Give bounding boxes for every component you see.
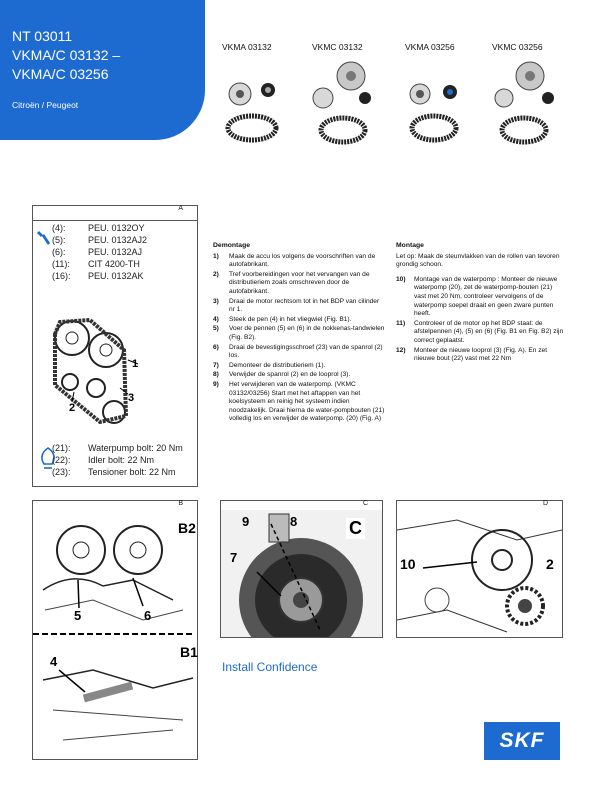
step-item [396, 320, 566, 346]
panel-b-label: B [178, 500, 183, 507]
tool-row [52, 246, 147, 258]
doc-line-2: VKMA/C 03132 – [12, 47, 121, 63]
tool-code: PEU. 0132OY [88, 223, 145, 233]
callout-b2: B2 [178, 520, 196, 536]
step-text: Demonteer de distributieriem (1). [229, 361, 326, 369]
step-number: 5) [213, 325, 219, 333]
step-number: 10) [396, 275, 406, 283]
tool-code: CIT 4200-TH [88, 259, 140, 269]
step-text: Steek de pen (4) in het vliegwiel (Fig. B1). [229, 315, 352, 323]
callout-2: 2 [69, 402, 76, 414]
step-text: Het verwijderen van de waterpomp. (VKMC 03132/03256) Start met het aftappen van het koelsysteem en reinig het systeem indien noodzakelijk. Draai hierna de water-pompbouten (21) volledig los en verwijder de waterpomp. (20) (Fig. A) [229, 380, 385, 423]
step-item [213, 325, 385, 342]
step-text: Monteer de nieuwe looprol (3) (Fig. A). En zet nieuwe bout (22) vast met 22 Nm [414, 346, 548, 363]
step-item [213, 381, 385, 424]
tool-row [52, 222, 147, 234]
montage-note: Let op: Maak de steunvlakken van de rollen van tevoren grondig schoon. [396, 252, 560, 269]
callout-4: 4 [50, 654, 58, 669]
install-confidence-tagline: Install Confidence [222, 660, 318, 674]
callout-2-d: 2 [546, 556, 554, 572]
callout-5: 5 [74, 608, 82, 623]
torque-number: (21): [52, 443, 71, 453]
torque-number: (22): [52, 455, 71, 465]
step-item [213, 298, 385, 315]
document-title [12, 28, 120, 85]
kit-image-3 [400, 56, 488, 151]
callout-1: 1 [132, 358, 139, 370]
torque-text: Tensioner bolt: 22 Nm [88, 467, 176, 477]
step-text: Draai de bevestigingsschroef (23) van de spanrol (2) los. [229, 343, 383, 360]
panel-d-label: D [542, 500, 548, 507]
step-item [213, 316, 385, 325]
step-text: Draai de motor rechtsom tot in het BDP van cilinder nr 1. [229, 297, 380, 314]
demontage-section [213, 242, 385, 425]
step-number: 1) [213, 252, 219, 260]
callout-b1: B1 [180, 644, 198, 660]
panel-c-label: C [362, 500, 368, 507]
callout-10: 10 [400, 556, 416, 572]
tool-row [52, 234, 147, 246]
tool-number: (16): [52, 271, 71, 281]
tool-row [52, 258, 147, 270]
skf-logo: SKF [484, 722, 560, 760]
tool-row [52, 270, 147, 282]
step-number: 4) [213, 315, 219, 323]
step-item [213, 362, 385, 371]
step-number: 12) [396, 346, 406, 354]
step-text: Verwijder de spanrol (2) en de looprol (3). [229, 371, 351, 379]
step-item [213, 344, 385, 361]
tool-code: PEU. 0132AJ2 [88, 235, 148, 245]
torque-row [52, 454, 183, 466]
step-item [396, 276, 566, 319]
torque-list [52, 442, 183, 478]
step-number: 3) [213, 297, 219, 305]
torque-row [52, 442, 183, 454]
step-text: Montage van de waterpomp : Monteer de nieuwe waterpomp (20), zet de waterpomp-bouten (21) vast met 20 Nm, controleer vervolgens of de waterpomp soepel draait en geen zware punten heeft. [414, 275, 558, 318]
montage-title: Montage [396, 242, 424, 249]
step-number: 2) [213, 270, 219, 278]
callout-8: 8 [290, 514, 298, 529]
step-text: Voer de pennen (5) en (6) in de nokkenas-tandwielen (Fig. B2). [229, 325, 385, 341]
kit-image-1 [218, 56, 306, 151]
torque-number: (23): [52, 467, 71, 477]
tool-code: PEU. 0132AJ [88, 247, 143, 257]
tool-number: (5): [52, 235, 66, 245]
belt-diagram-a [40, 290, 190, 440]
step-number: 6) [213, 343, 219, 351]
wrench-icon [36, 228, 52, 248]
callout-3: 3 [128, 392, 135, 404]
torque-text: Idler bolt: 22 Nm [88, 455, 155, 465]
step-item [396, 347, 566, 364]
panel-a-label: A [178, 205, 183, 212]
step-number: 9) [213, 380, 219, 388]
step-number: 11) [396, 319, 406, 327]
tool-code: PEU. 0132AK [88, 271, 144, 281]
kit-label-2: VKMC 03132 [312, 42, 363, 52]
callout-6: 6 [144, 608, 152, 623]
kit-image-2 [305, 56, 393, 151]
tool-number: (6): [52, 247, 66, 257]
step-text: Controleer of de motor op het BDP staat: de afstelpennen (4), (5) en (6) (Fig. B1 en Fig. B2) zijn correct geplaatst. [414, 319, 564, 344]
callout-7: 7 [230, 550, 238, 565]
tool-number: (11): [52, 259, 70, 269]
tool-number: (4): [52, 223, 66, 233]
step-item [213, 371, 385, 380]
figure-b-illustration [33, 510, 197, 758]
doc-line-1: NT 03011 [12, 28, 73, 44]
step-number: 8) [213, 371, 219, 379]
brand-label: Citroën / Peugeot [12, 100, 79, 110]
montage-section [396, 242, 566, 365]
doc-line-3: VKMA/C 03256 [12, 66, 109, 82]
panel-a-bar [33, 206, 197, 221]
demontage-title: Demontage [213, 242, 251, 249]
kit-label-3: VKMA 03256 [405, 42, 455, 52]
kit-label-1: VKMA 03132 [222, 42, 272, 52]
step-item [213, 271, 385, 297]
step-item [213, 253, 385, 270]
tool-list [52, 222, 147, 282]
step-text: Tref voorbereidingen voor het vervangen van de distributieriem zoals omschreven door de autofabrikant. [229, 270, 370, 295]
kit-image-4 [490, 56, 578, 151]
torque-row [52, 466, 183, 478]
step-text: Maak de accu los volgens de voorschriften van de autofabrikant. [229, 252, 376, 269]
header-banner [0, 0, 205, 140]
step-number: 7) [213, 361, 219, 369]
figure-d-illustration [397, 510, 562, 637]
kit-label-4: VKMC 03256 [492, 42, 543, 52]
callout-9: 9 [242, 514, 250, 529]
callout-c: C [346, 518, 365, 539]
torque-text: Waterpump bolt: 20 Nm [88, 443, 183, 453]
